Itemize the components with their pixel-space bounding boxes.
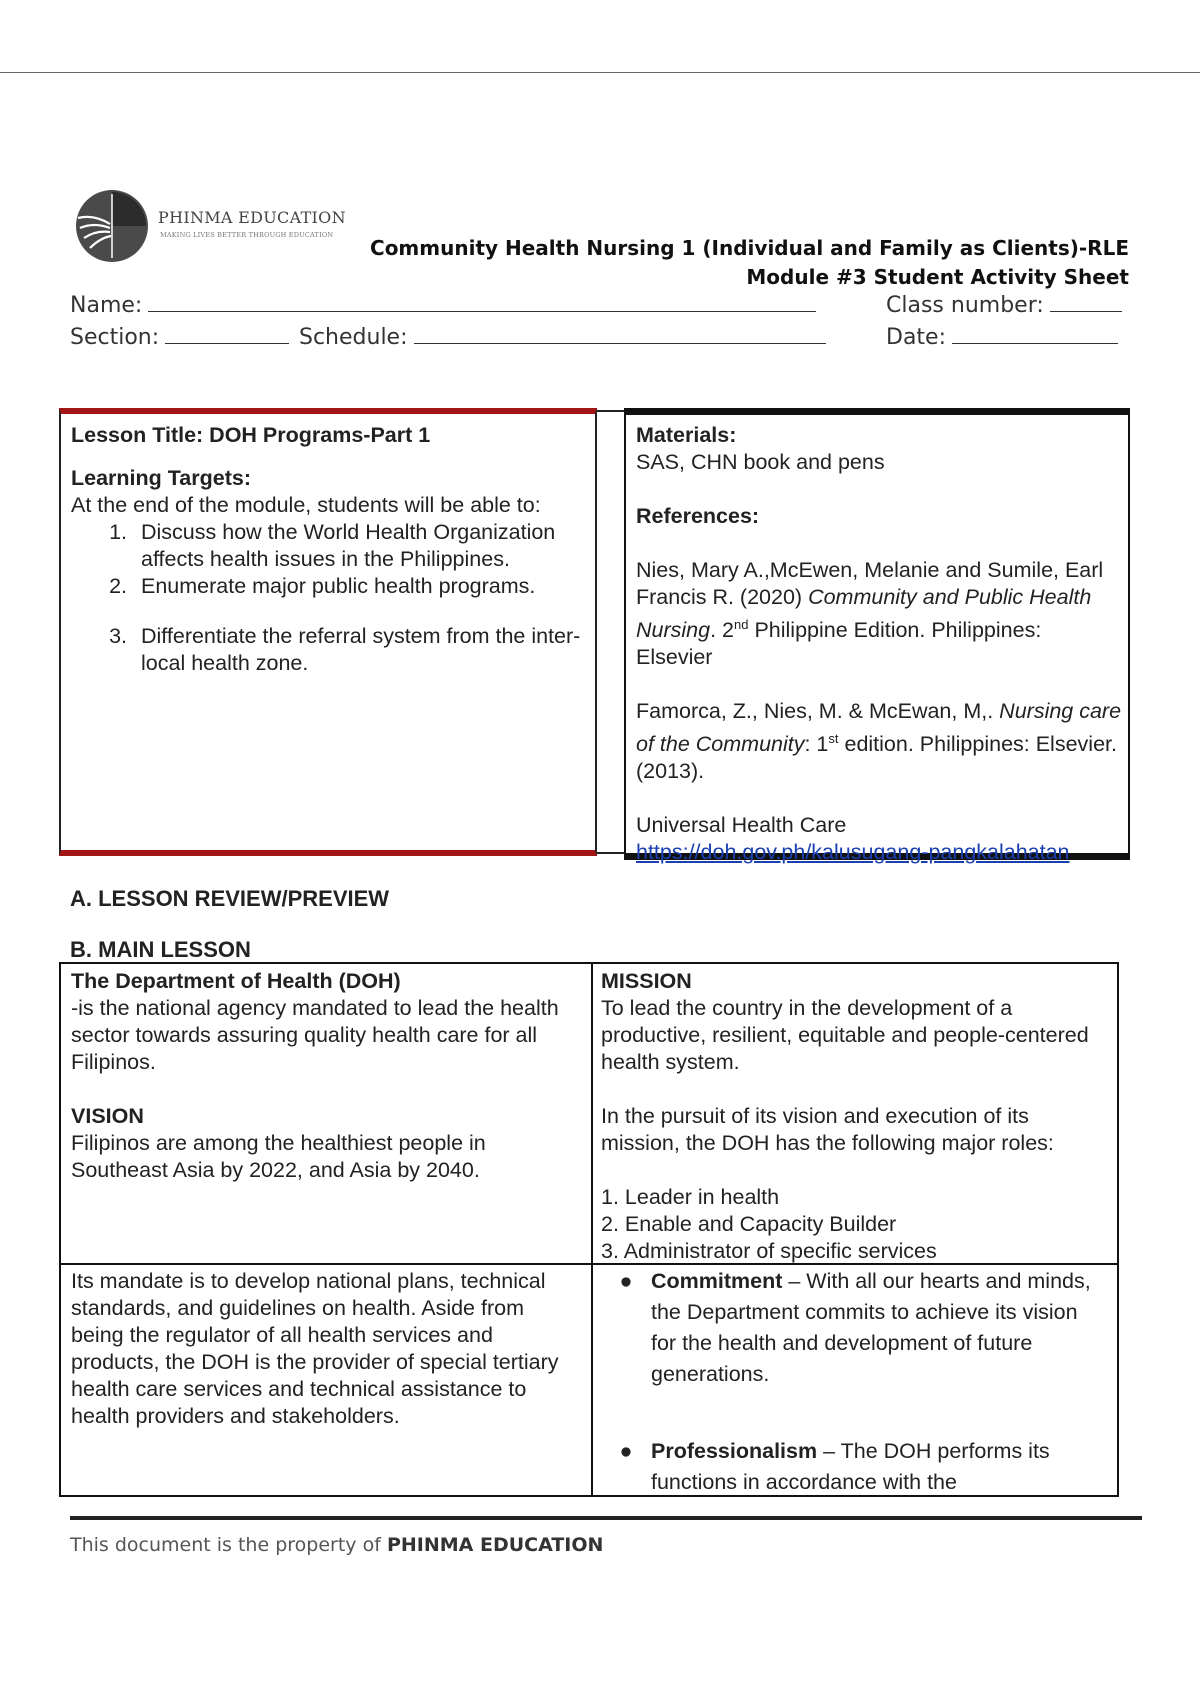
phinma-logo-icon [74,188,154,264]
class-number-label: Class number: [886,293,1044,318]
footer: This document is the property of PHINMA EDUCATION [70,1534,604,1556]
doh-cell [71,968,581,1184]
brand-tagline: MAKING LIVES BETTER THROUGH EDUCATION [160,231,334,239]
section-field[interactable] [70,325,289,350]
lesson-info-cell [59,408,597,856]
date-label: Date: [886,325,946,350]
bullet-icon: ● [619,1269,633,1293]
doh-heading: The Department of Health (DOH) [71,969,401,993]
learning-targets-heading: Learning Targets: [71,466,251,490]
mission-heading: MISSION [601,969,692,993]
reference-3-link[interactable]: https://doh.gov.ph/kalusugang-pangkalahatan [636,840,1070,865]
mandate-cell [71,1268,581,1430]
mission-cell [601,968,1111,1265]
list-item: 1. Leader in health [601,1185,780,1209]
vision-text: Filipinos are among the healthiest people in Southeast Asia by 2022, and Asia by 2040. [71,1131,486,1182]
reference-1: Nies, Mary A.,McEwen, Melanie and Sumile, Earl Francis R. (2020) Community and Public Health Nursing. 2nd Philippine Edition. Philippines: Elsevier [636,558,1104,670]
class-number-field[interactable] [886,293,1122,318]
mandate-text: Its mandate is to develop national plans, technical standards, and guidelines on health. Aside from being the regulator of all health services and products, the DOH is the provider of special tertiary health care services and technical assistance to health providers and stakeholders. [71,1269,559,1428]
materials-references-cell [624,408,1130,865]
name-field[interactable] [70,293,816,318]
schedule-field[interactable] [299,325,826,350]
footer-rule [70,1516,1142,1520]
divider [597,852,624,854]
module-subtitle: Module #3 Student Activity Sheet [746,265,1129,289]
name-blank[interactable] [148,293,816,312]
list-item: 1. Discuss how the World Health Organization affects health issues in the Philippines. [109,520,556,571]
reference-2: Famorca, Z., Nies, M. & McEwan, M,. Nursing care of the Community: 1st edition. Philippines: Elsevier. (2013). [636,699,1122,784]
section-blank[interactable] [165,325,289,344]
learning-targets-intro: At the end of the module, students will be able to: [71,493,541,517]
mission-text: To lead the country in the development of a productive, resilient, equitable and people-centered health system. [601,996,1089,1074]
section-label: Section: [70,325,160,350]
lesson-title: Lesson Title: DOH Programs-Part 1 [71,423,431,447]
name-label: Name: [70,293,143,318]
schedule-label: Schedule: [299,325,408,350]
reference-3-title: Universal Health Care [636,813,847,838]
course-title: Community Health Nursing 1 (Individual and Family as Clients)-RLE [370,236,1129,260]
list-item: ● Commitment – With all our hearts and minds, the Department commits to achieve its vision for the health and development of future generations. [601,1266,1101,1390]
list-item: 3. Administrator of specific services [601,1239,937,1263]
roles-intro: In the pursuit of its vision and execution of its mission, the DOH has the following major roles: [601,1104,1054,1155]
section-a-heading: A. LESSON REVIEW/PREVIEW [70,886,390,911]
section-b-heading: B. MAIN LESSON [70,937,251,962]
values-list [601,1266,1101,1498]
top-rule [0,72,1200,73]
date-field[interactable] [886,325,1118,350]
brand-name: PHINMA EDUCATION [158,208,346,227]
date-blank[interactable] [952,325,1118,344]
materials-text: SAS, CHN book and pens [636,450,885,474]
vision-heading: VISION [71,1104,144,1128]
list-item: 2. Enable and Capacity Builder [601,1212,897,1236]
list-item: 2. Enumerate major public health programs. [109,574,536,598]
list-item: 3. Differentiate the referral system from the inter-local health zone. [109,624,581,675]
class-number-blank[interactable] [1050,293,1122,312]
doh-text: -is the national agency mandated to lead the health sector towards assuring quality health care for all Filipinos. [71,996,559,1074]
bullet-icon: ● [619,1439,633,1463]
materials-heading: Materials: [636,423,737,447]
list-item: ● Professionalism – The DOH performs its functions in accordance with the [601,1436,1101,1498]
main-lesson-table [59,962,1119,1497]
schedule-blank[interactable] [414,325,826,344]
divider [597,410,624,412]
divider [591,964,593,1495]
learning-targets-list [71,519,587,677]
references-heading: References: [636,504,760,528]
values-cell [601,1266,1101,1498]
